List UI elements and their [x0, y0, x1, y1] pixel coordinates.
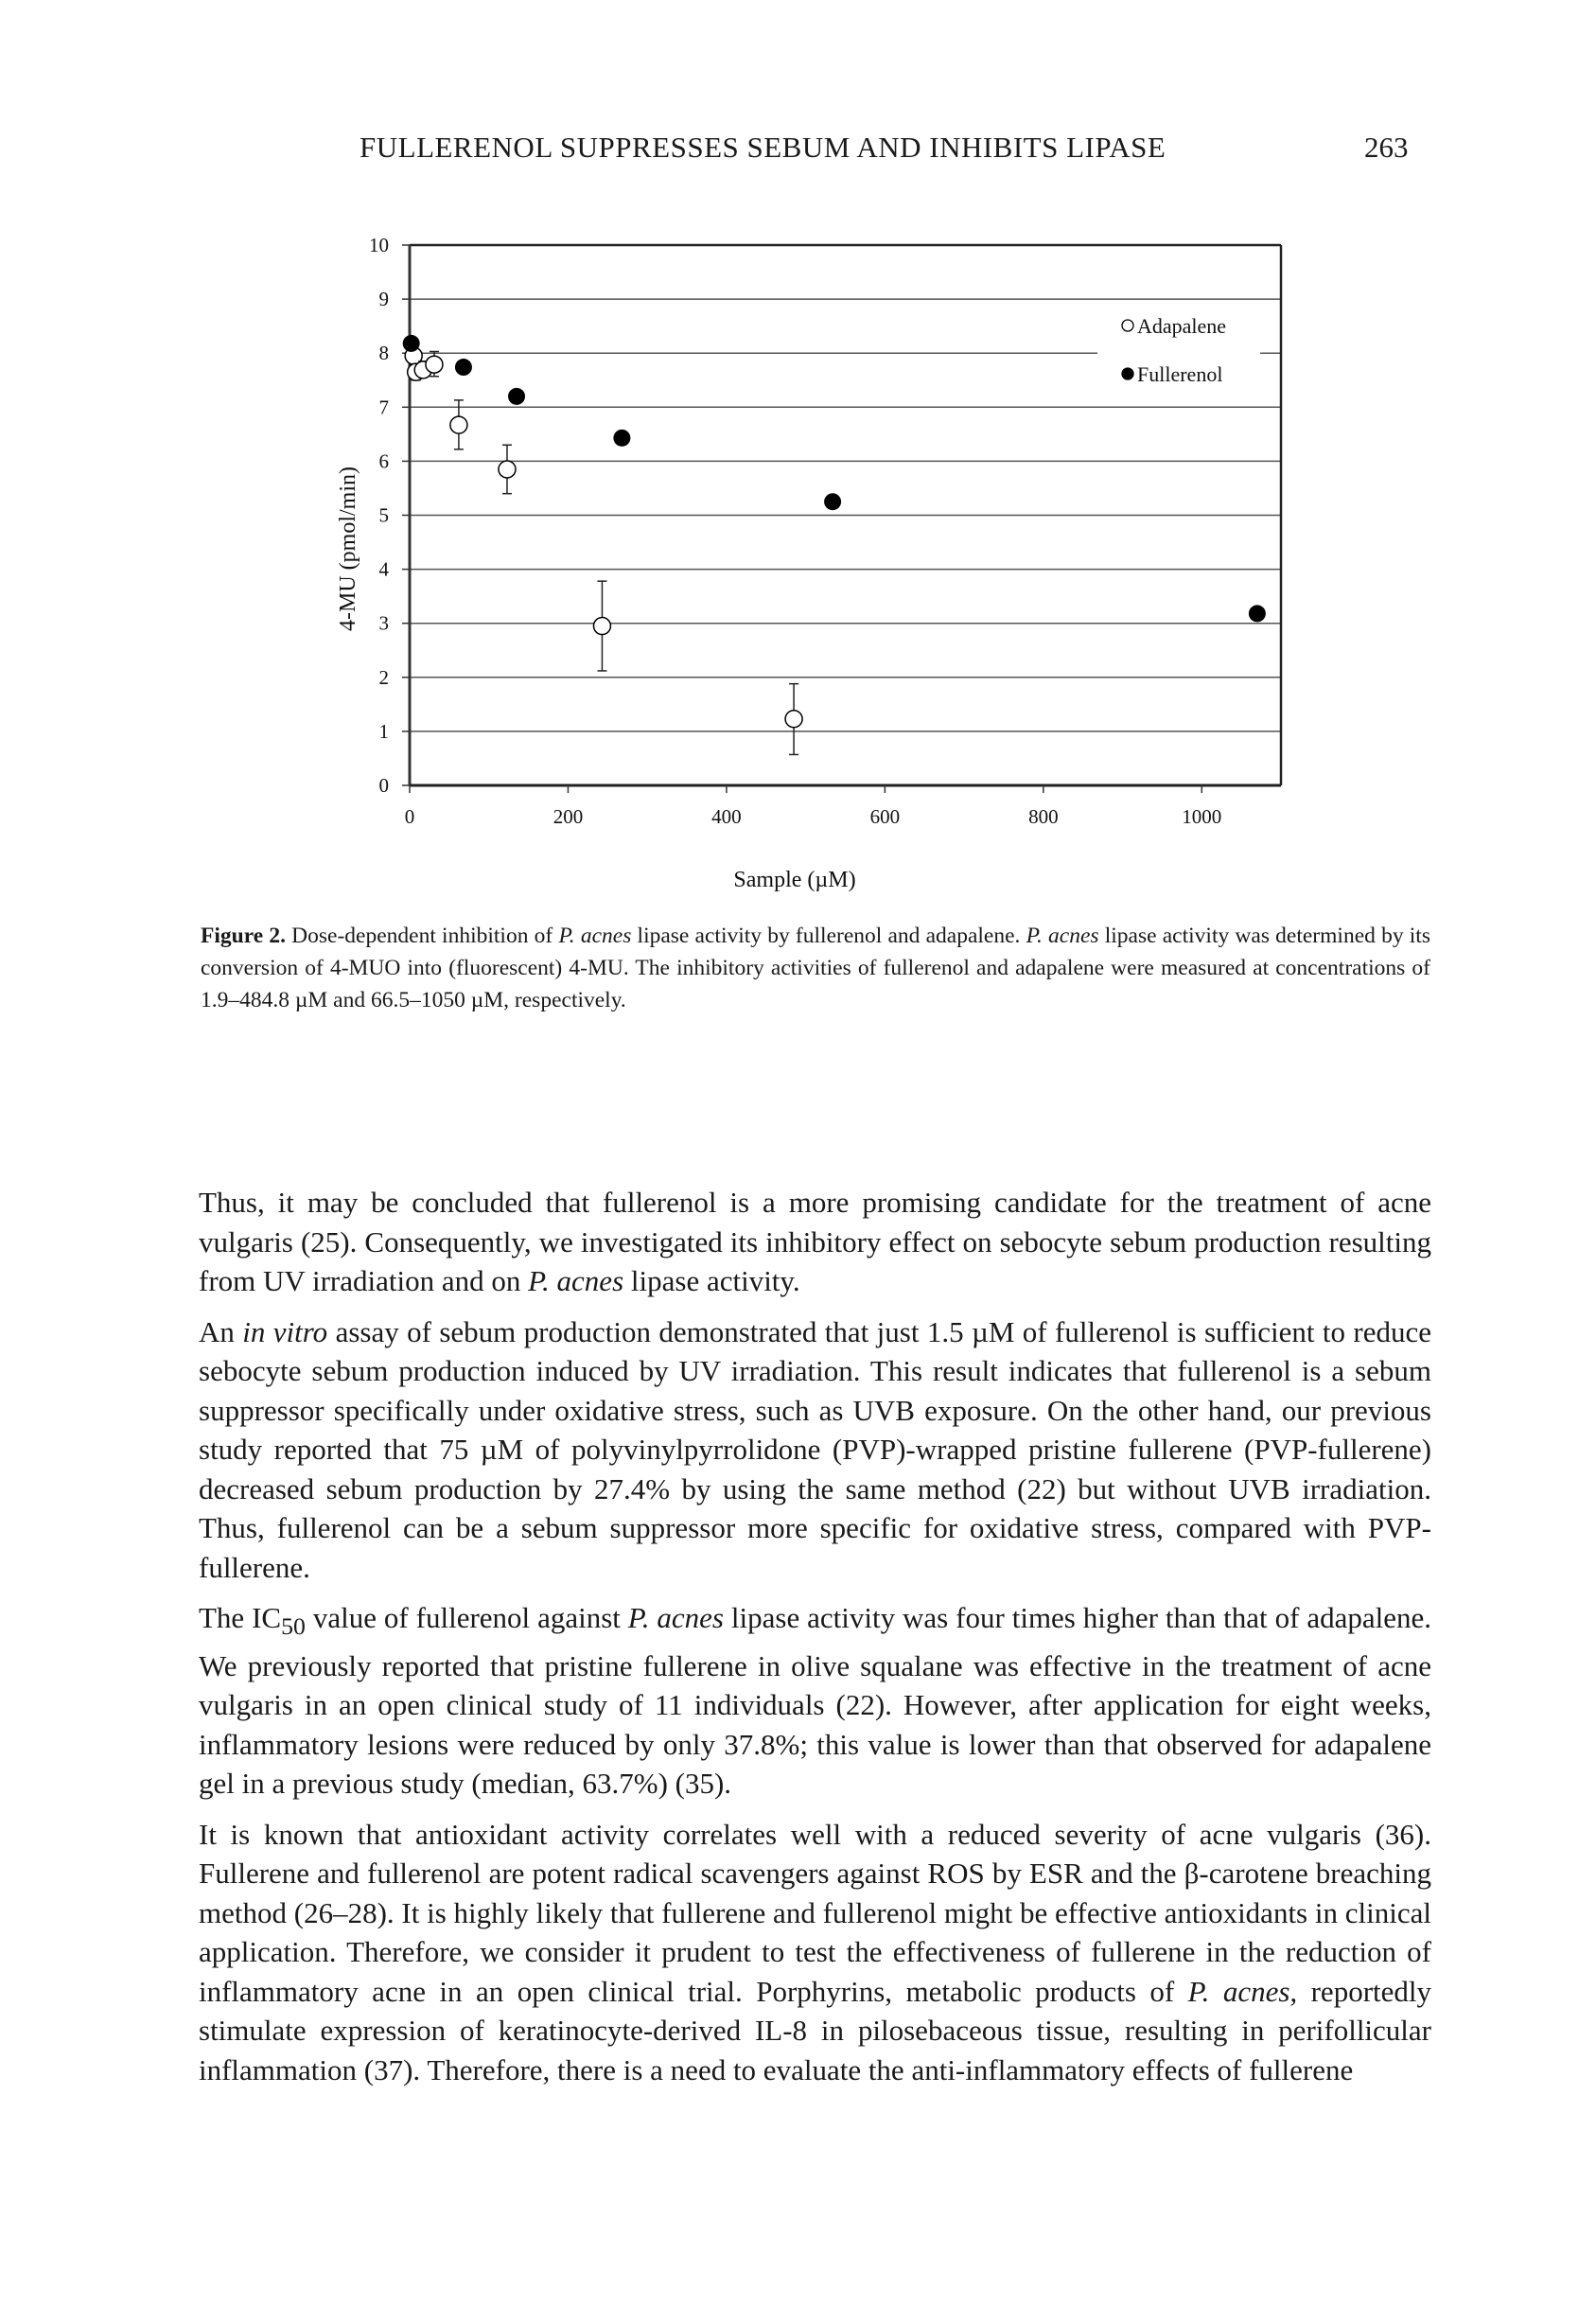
text: It is known that antioxidant activity correlates well with a reduced severity of acne vulgaris (36). Fullerene and fullerenol are potent radical scavengers against ROS by ESR and the β-carotene breaching method (26–28). It is highly likely that fullerene and fullerenol might be effective antioxidants in clinical application. Therefore, we consider it prudent to test the effectiveness of fullerene in the reduction of inflammatory acne in an open clinical trial. Porphyrins, metabolic products of: [199, 1817, 1431, 2008]
y-tick-label: 3: [378, 611, 389, 635]
fullerenol-point: [1249, 605, 1266, 622]
adapalene-point: [785, 711, 802, 728]
text: value of fullerenol against: [305, 1601, 628, 1634]
figure-label: Figure 2.: [201, 924, 286, 948]
legend-marker-adapalene: [1122, 320, 1133, 331]
y-axis-label: 4-MU (pmol/min): [336, 466, 360, 631]
adapalene-point: [499, 461, 516, 478]
y-tick-label: 0: [378, 774, 389, 797]
italic-text: in vitro: [242, 1314, 328, 1348]
page-number: 263: [1364, 131, 1409, 164]
text: An: [199, 1314, 243, 1348]
running-title: FULLERENOL SUPPRESSES SEBUM AND INHIBITS LIPASE: [360, 131, 1166, 164]
caption-text: lipase activity was determined by its conversion of 4-MUO into (fluorescent) 4-MU. The inhibitory activities of fullerenol and adapalene were measured at concentrations of 1.9–484.8 µM and 66.5–1050 µM, respectively.: [201, 924, 1430, 1012]
adapalene-point: [450, 416, 467, 433]
y-tick-label: 8: [378, 342, 389, 365]
dose-response-chart: [0, 0, 1596, 908]
legend-label-adapalene: Adapalene: [1137, 314, 1227, 338]
points-layer: [403, 335, 1266, 755]
y-tick-label: 10: [369, 234, 389, 256]
adapalene-point: [426, 356, 443, 373]
legend-label-fullerenol: Fullerenol: [1137, 362, 1223, 386]
x-axis-label: Sample (µM): [733, 868, 856, 892]
legend: [1122, 314, 1226, 386]
paragraph: [199, 1183, 1431, 1301]
caption-text: lipase activity by fullerenol and adapalene.: [631, 924, 1026, 948]
text: Thus, it may be concluded that fullerenol is a more promising candidate for the treatment of acne vulgaris (25). Consequently, we investigated its inhibitory effect on sebocyte sebum production resulting from UV irradiation and on: [199, 1186, 1431, 1297]
text: reportedly stimulate expression of keratinocyte-derived IL-8 in pilosebaceous tissue, resulting in perifollicular inflammation (37). Therefore, there is a need to evaluate the anti-inflammatory effects of fullerene: [199, 1974, 1432, 2086]
y-tick-label: 7: [378, 396, 389, 419]
x-tick-label: 200: [552, 805, 584, 828]
y-tick-label: 9: [378, 288, 389, 311]
legend-marker-fullerenol: [1122, 368, 1133, 379]
x-tick-label: 400: [711, 805, 742, 828]
x-tick-label: 600: [869, 805, 901, 828]
text: The IC: [199, 1601, 282, 1634]
text: lipase activity.: [623, 1264, 800, 1297]
paragraph: [199, 1312, 1431, 1588]
italic-text: P. acnes,: [1187, 1974, 1298, 2008]
italic-text: P. acnes: [627, 1601, 724, 1634]
paragraph: [199, 1598, 1431, 1804]
fullerenol-point: [508, 388, 525, 405]
caption-species: P. acnes: [558, 924, 632, 948]
caption-text: Dose-dependent inhibition of: [285, 924, 559, 948]
x-tick-label: 800: [1028, 805, 1059, 828]
fullerenol-point: [403, 335, 420, 352]
adapalene-point: [593, 618, 610, 635]
caption-species: P. acnes: [1026, 924, 1099, 948]
y-tick-label: 4: [378, 557, 389, 581]
x-tick-label: 1000: [1182, 805, 1222, 828]
y-tick-label: 5: [378, 503, 389, 527]
subscript: 50: [281, 1612, 306, 1641]
text: lipase activity was four times higher than that of adapalene. We previously reported that pristine fullerene in olive squalane was effective in the treatment of acne vulgaris in an open clinical study of 11 individuals (22). However, after application for eight weeks, inflammatory lesions were reduced by only 37.8%; this value is lower than that observed for adapalene gel in a previous study (median, 63.7%) (35).: [199, 1601, 1431, 1801]
fullerenol-point: [613, 430, 630, 447]
body-text: [199, 1183, 1431, 2101]
y-tick-label: 6: [378, 449, 389, 473]
y-tick-label: 2: [378, 665, 389, 689]
x-tick-label: 0: [404, 805, 415, 828]
fullerenol-point: [824, 493, 841, 510]
paragraph: [199, 1815, 1431, 2090]
figure-caption: [201, 920, 1430, 1016]
text: assay of sebum production demonstrated that just 1.5 µM of fullerenol is sufficient to reduce sebocyte sebum production induced by UV irradiation. This result indicates that fullerenol is a sebum suppressor specifically under oxidative stress, such as UVB exposure. On the other hand, our previous study reported that 75 µM of polyvinylpyrrolidone (PVP)-wrapped pristine fullerene (PVP-fullerene) decreased sebum production by 27.4% by using the same method (22) but without UVB irradiation. Thus, fullerenol can be a sebum suppressor more specific for oxidative stress, compared with PVP-fullerene.: [199, 1314, 1431, 1584]
italic-text: P. acnes: [528, 1264, 624, 1297]
fullerenol-point: [455, 359, 472, 376]
y-tick-label: 1: [378, 719, 389, 743]
